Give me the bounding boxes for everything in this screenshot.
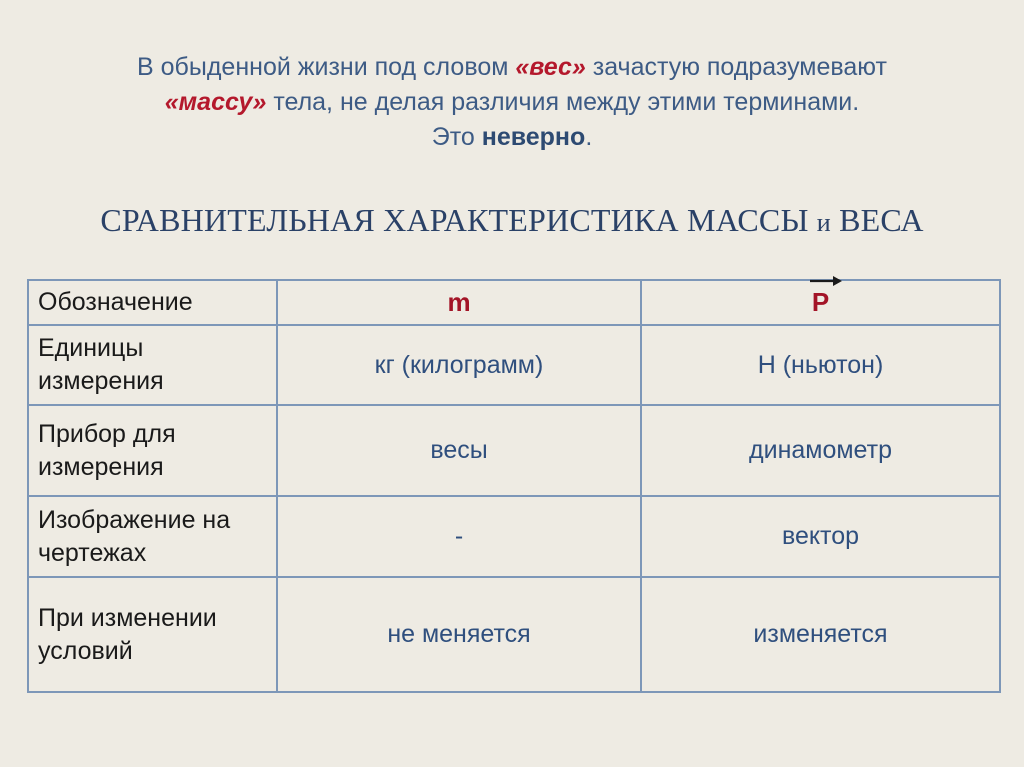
weight-instrument: динамометр: [641, 405, 1000, 496]
weight-drawing: вектор: [641, 496, 1000, 577]
mass-conditions: не меняется: [277, 577, 641, 692]
mass-units: кг (килограмм): [277, 325, 641, 405]
mass-instrument: весы: [277, 405, 641, 496]
table-row: [28, 280, 1000, 325]
heading-connector: и: [816, 208, 831, 237]
weight-vector-symbol: [812, 286, 829, 320]
intro-text: [40, 50, 984, 155]
row-label-instrument: Прибор для измерения: [28, 405, 277, 496]
row-label-drawing: Изображение на чертежах: [28, 496, 277, 577]
comparison-table: [27, 279, 1001, 693]
row-label-designation: Обозначение: [28, 280, 277, 325]
weight-conditions: изменяется: [641, 577, 1000, 692]
table-row: [28, 325, 1000, 405]
intro-line-3-pre: Это: [431, 123, 482, 151]
emphasis-neverno: неверно: [481, 123, 586, 151]
mass-symbol: m: [447, 286, 471, 317]
row-label-conditions: При изменении условий: [28, 577, 277, 692]
intro-line-2-post: тела, не делая различия между этими терминами.: [266, 88, 860, 116]
vector-arrow-icon: [809, 275, 843, 287]
heading-part-1: СРАВНИТЕЛЬНАЯ ХАРАКТЕРИСТИКА МАССЫ: [100, 202, 817, 238]
intro-line-3: [40, 120, 984, 155]
mass-drawing: -: [277, 496, 641, 577]
weight-symbol: P: [811, 286, 830, 317]
intro-line-3-post: .: [585, 123, 593, 151]
intro-line-2: [40, 85, 984, 120]
intro-line-1: [40, 50, 984, 85]
quote-massu: «массу»: [164, 88, 267, 116]
intro-line-1-pre: В обыденной жизни под словом: [137, 53, 516, 81]
quote-ves: «вес»: [515, 53, 586, 81]
table-row: [28, 496, 1000, 577]
intro-line-1-post: зачастую подразумевают: [585, 53, 887, 81]
mass-symbol-cell: [277, 280, 641, 325]
row-label-units: Единицы измерения: [28, 325, 277, 405]
table-row: [28, 405, 1000, 496]
weight-symbol-cell: [641, 280, 1000, 325]
section-heading: [0, 202, 1024, 239]
weight-units: Н (ньютон): [641, 325, 1000, 405]
table-row: [28, 577, 1000, 692]
heading-part-2: ВЕСА: [830, 202, 924, 238]
